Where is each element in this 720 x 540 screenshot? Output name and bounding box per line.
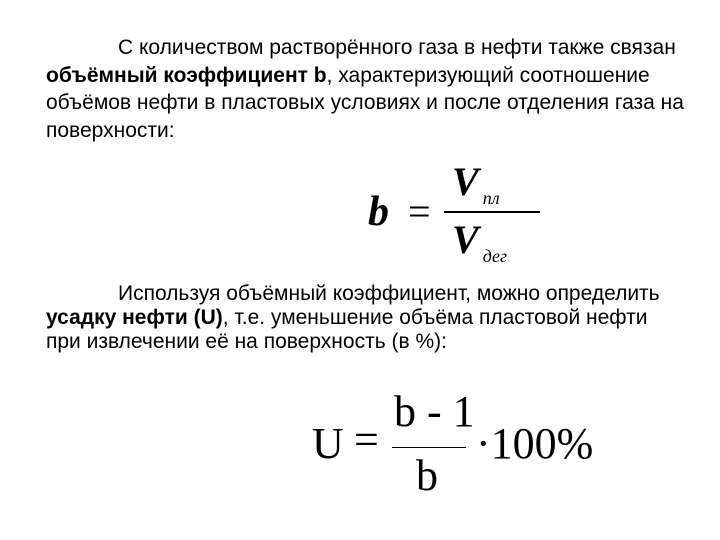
numerator-subscript: пл — [482, 188, 500, 208]
fraction-bar — [392, 447, 466, 448]
denominator-subscript: дег — [482, 246, 508, 266]
denominator-symbol: V — [452, 217, 479, 262]
paragraph-volume-coefficient — [46, 34, 686, 144]
formula-u-numerator: b - 1 — [394, 387, 475, 436]
formula-oil-shrinkage — [300, 387, 600, 512]
term-oil-shrinkage: усадку нефти (U) — [46, 306, 223, 329]
formula-b-equals: = — [408, 189, 431, 234]
formula-b-numerator — [452, 158, 500, 209]
formula-u-lhs: U — [312, 419, 344, 468]
fraction-bar — [444, 211, 540, 213]
numerator-symbol: V — [452, 159, 479, 204]
paragraph1-text-before: С количеством растворённого газа в нефти также связан — [118, 36, 676, 59]
formula-b-denominator — [452, 216, 507, 267]
formula-b-lhs: b — [368, 189, 389, 235]
term-volume-coefficient: объёмный коэффициент b — [46, 63, 327, 87]
formula-u-multiplier: ·100% — [476, 419, 594, 468]
formula-u-equals: = — [354, 415, 379, 464]
paragraph1-text-after: , характеризующий соотношение объёмов нефти в пластовых условиях и после отделения газа на поверхности: — [46, 63, 684, 142]
formula-u-denominator: b — [416, 451, 438, 500]
paragraph-oil-shrinkage — [46, 282, 686, 354]
paragraph2-text-after: , т.е. уменьшение объёма пластовой нефти при извлечении её на поверхность (в %): — [46, 306, 648, 353]
formula-volume-coefficient — [360, 158, 550, 268]
paragraph2-text-before: Используя объёмный коэффициент, можно определить — [118, 282, 660, 305]
